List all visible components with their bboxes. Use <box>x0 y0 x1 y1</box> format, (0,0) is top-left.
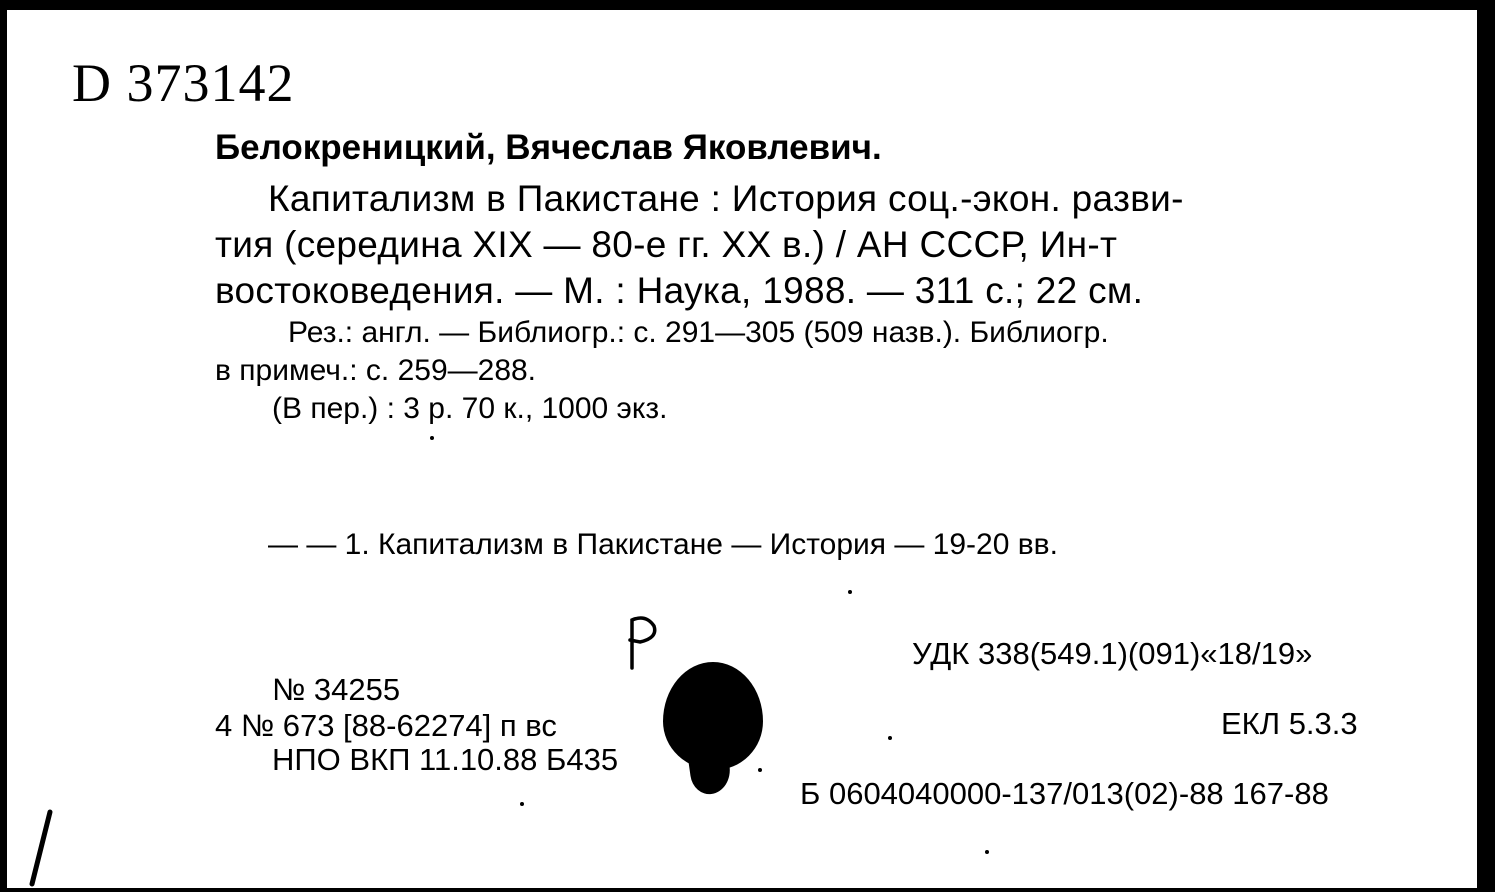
title-line-1: Капитализм в Пакистане : История соц.-экон. разви- <box>268 178 1184 219</box>
scan-border-left <box>0 0 7 892</box>
speck <box>848 590 852 594</box>
author-heading: Белокреницкий, Вячеслав Яковлевич. <box>215 128 882 167</box>
notes-line-2: в примеч.: с. 259—288. <box>215 354 537 387</box>
handwritten-slash-mark <box>22 808 62 888</box>
bbk-code: Б 0604040000-137/013(02)-88 167-88 <box>800 776 1329 811</box>
udc-code: УДК 338(549.1)(091)«18/19» <box>912 636 1313 671</box>
call-number: D 373142 <box>72 53 295 113</box>
notes-line-1: Рез.: англ. — Библиогр.: с. 291—305 (509 назв.). Библиогр. <box>288 316 1109 349</box>
speck <box>758 768 762 772</box>
ink-blot-drip <box>687 745 733 796</box>
ekl-code: ЕКЛ 5.3.3 <box>1221 706 1358 741</box>
scan-border-bottom <box>0 888 1495 892</box>
order-line: 4 № 673 [88-62274] п вс <box>215 708 557 743</box>
speck <box>430 436 434 440</box>
record-number: № 34255 <box>272 672 401 707</box>
subject-heading: — — 1. Капитализм в Пакистане — История — 19-20 вв. <box>268 528 1058 561</box>
scan-border-right <box>1477 0 1495 892</box>
speck <box>520 802 524 806</box>
speck <box>985 850 989 854</box>
publisher-line: НПО ВКП 11.10.88 Б435 <box>272 742 619 777</box>
speck <box>888 736 892 740</box>
handwritten-p-mark <box>618 612 662 672</box>
title-line-3: востоковедения. — М. : Наука, 1988. — 311 с.; 22 см. <box>215 270 1144 311</box>
notes-line-3: (В пер.) : 3 р. 70 к., 1000 экз. <box>272 392 668 425</box>
scan-border-top <box>0 0 1495 10</box>
title-line-2: тия (середина XIX — 80-е гг. XX в.) / АН СССР, Ин-т <box>215 224 1118 265</box>
